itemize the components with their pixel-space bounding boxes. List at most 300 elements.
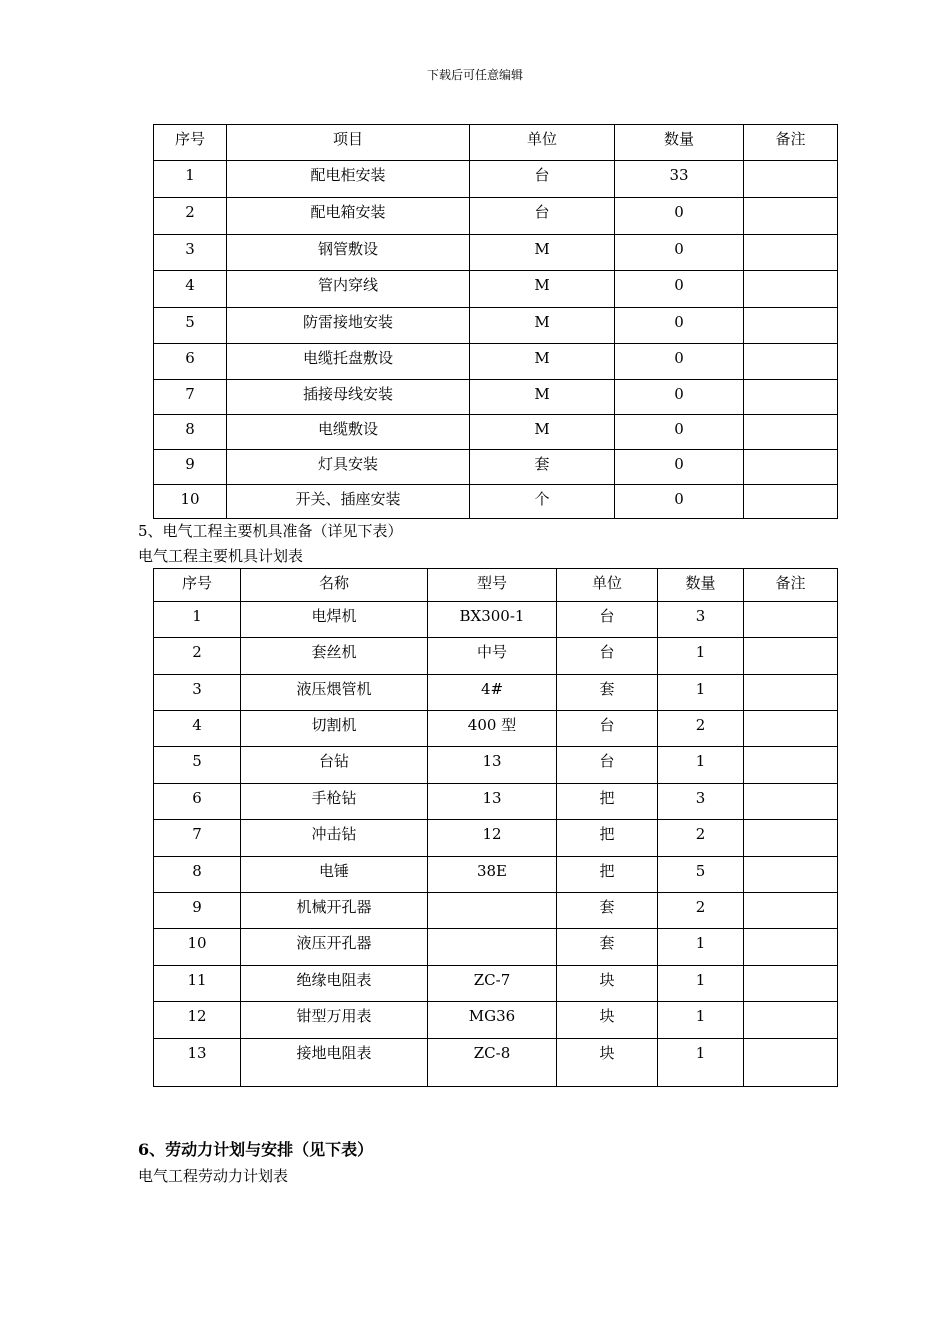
table-cell	[470, 415, 615, 450]
cell-value	[744, 784, 837, 789]
cell-value: 个	[534, 490, 550, 508]
table-row	[154, 929, 838, 966]
table-cell	[428, 602, 557, 638]
table-cell	[428, 1002, 557, 1039]
table-cell	[658, 675, 744, 711]
table-cell	[470, 235, 615, 271]
table-cell	[557, 966, 658, 1002]
cell-value: 0	[674, 313, 684, 331]
cell-value	[744, 235, 837, 240]
table-cell	[615, 271, 744, 308]
table-cell	[154, 820, 241, 857]
table-cell	[557, 929, 658, 966]
cell-value: M	[534, 349, 550, 367]
cell-value: 开关、插座安装	[295, 490, 401, 508]
cell-value: 1	[695, 1007, 706, 1025]
table-cell	[615, 161, 744, 198]
table-cell	[470, 485, 615, 519]
table-cell	[241, 820, 428, 857]
cell-value: 钳型万用表	[296, 1007, 372, 1025]
table-cell	[615, 380, 744, 415]
table-cell	[557, 602, 658, 638]
cell-value: 钢管敷设	[317, 240, 378, 258]
cell-value: 33	[669, 166, 689, 184]
table-cell	[744, 638, 838, 675]
cell-value	[744, 380, 837, 385]
table-cell	[154, 602, 241, 638]
table-row	[154, 893, 838, 929]
table-cell	[241, 602, 428, 638]
cell-value: 5	[695, 862, 706, 880]
cell-value: 把	[599, 789, 615, 807]
table-cell	[744, 271, 838, 308]
table-cell	[470, 161, 615, 198]
cell-value: 5	[192, 752, 202, 770]
column-header	[744, 569, 838, 602]
table-cell	[557, 1002, 658, 1039]
cell-value: 液压开孔器	[296, 934, 372, 952]
cell-value: 台	[599, 643, 615, 661]
cell-value: 套	[599, 934, 615, 952]
cell-value: 灯具安装	[317, 455, 378, 473]
cell-value: 9	[185, 455, 195, 473]
cell-value	[428, 893, 556, 898]
cell-value	[744, 675, 837, 680]
cell-value: 插接母线安装	[302, 385, 393, 403]
equipment-table-title: 电气工程主要机具计划表	[138, 547, 304, 565]
cell-value: 2	[695, 898, 706, 916]
table-cell	[470, 380, 615, 415]
table-cell	[227, 308, 470, 344]
cell-value: 9	[192, 898, 202, 916]
cell-value: 12	[187, 1007, 207, 1025]
table-cell	[154, 893, 241, 929]
column-header-label: 单位	[526, 130, 557, 148]
cell-value: 块	[599, 1044, 615, 1062]
cell-value	[744, 344, 837, 349]
table-cell	[154, 198, 227, 235]
cell-value: 台	[534, 166, 550, 184]
cell-value: 0	[674, 240, 684, 258]
table-cell	[428, 1039, 557, 1087]
cell-value: 12	[482, 825, 502, 843]
cell-value	[744, 602, 837, 607]
cell-value: 13	[482, 752, 502, 770]
cell-value	[744, 747, 837, 752]
table-cell	[615, 308, 744, 344]
construction-items-table	[153, 124, 838, 519]
column-header-label: 型号	[476, 574, 507, 592]
table-cell	[154, 1039, 241, 1087]
column-header	[154, 125, 227, 161]
table-cell	[744, 161, 838, 198]
table-row	[154, 602, 838, 638]
cell-value: 1	[695, 752, 706, 770]
cell-value: 电焊机	[311, 607, 357, 625]
cell-value	[744, 638, 837, 643]
table-row	[154, 308, 838, 344]
table-cell	[428, 711, 557, 747]
table-cell	[227, 380, 470, 415]
cell-value: 7	[185, 385, 195, 403]
cell-value	[744, 271, 837, 276]
cell-value: 3	[185, 240, 195, 258]
table-cell	[744, 235, 838, 271]
table-row	[154, 1002, 838, 1039]
labor-table-title: 电气工程劳动力计划表	[138, 1167, 289, 1185]
table-cell	[154, 711, 241, 747]
table-cell	[154, 747, 241, 784]
table-row	[154, 198, 838, 235]
cell-value	[744, 485, 837, 490]
table-row	[154, 415, 838, 450]
table-header-row	[154, 569, 838, 602]
table-cell	[154, 161, 227, 198]
table-cell	[241, 929, 428, 966]
cell-value: 1	[185, 166, 195, 184]
cell-value	[744, 1002, 837, 1007]
table-cell	[744, 784, 838, 820]
cell-value: 切割机	[311, 716, 357, 734]
table-row	[154, 857, 838, 893]
table-cell	[241, 638, 428, 675]
table-cell	[241, 966, 428, 1002]
table-cell	[744, 929, 838, 966]
table-row	[154, 638, 838, 675]
table-cell	[744, 485, 838, 519]
table-cell	[428, 747, 557, 784]
table-cell	[557, 857, 658, 893]
table-cell	[154, 857, 241, 893]
table-cell	[658, 929, 744, 966]
column-header	[470, 125, 615, 161]
table-cell	[154, 638, 241, 675]
table-row	[154, 1039, 838, 1087]
cell-value: 液压煨管机	[296, 680, 372, 698]
table-cell	[658, 820, 744, 857]
table-cell	[428, 893, 557, 929]
table-cell	[470, 344, 615, 380]
table-cell	[154, 485, 227, 519]
column-header	[428, 569, 557, 602]
cell-value: 套	[599, 680, 615, 698]
table-cell	[428, 820, 557, 857]
column-header	[227, 125, 470, 161]
table-cell	[744, 820, 838, 857]
table-cell	[615, 344, 744, 380]
table-cell	[154, 380, 227, 415]
table-row	[154, 235, 838, 271]
equipment-plan-table	[153, 568, 838, 1087]
cell-value	[744, 820, 837, 825]
table-cell	[615, 485, 744, 519]
cell-value: 400 型	[467, 716, 517, 734]
table-cell	[227, 485, 470, 519]
table-cell	[428, 675, 557, 711]
table-row	[154, 380, 838, 415]
column-header	[658, 569, 744, 602]
table-cell	[744, 602, 838, 638]
cell-value: 1	[695, 680, 706, 698]
table-cell	[241, 857, 428, 893]
table-cell	[615, 235, 744, 271]
table-cell	[658, 1002, 744, 1039]
cell-value: 5	[185, 313, 195, 331]
column-header	[615, 125, 744, 161]
cell-value: M	[534, 313, 550, 331]
table-cell	[658, 784, 744, 820]
cell-value: 3	[192, 680, 202, 698]
column-header	[557, 569, 658, 602]
table-cell	[744, 675, 838, 711]
cell-value: 10	[180, 490, 200, 508]
column-header-label: 数量	[685, 574, 716, 592]
table-cell	[241, 1039, 428, 1087]
cell-value: 把	[599, 825, 615, 843]
table-row	[154, 747, 838, 784]
table-row	[154, 966, 838, 1002]
page-header: 下载后可任意编辑	[426, 68, 523, 82]
table-header-row	[154, 125, 838, 161]
cell-value	[744, 857, 837, 862]
column-header-label: 名称	[318, 574, 349, 592]
cell-value: 2	[185, 203, 195, 221]
cell-value: 1	[695, 1044, 706, 1062]
table-cell	[744, 1002, 838, 1039]
cell-value: 套	[599, 898, 615, 916]
cell-value: 配电柜安装	[310, 166, 386, 184]
cell-value: 7	[192, 825, 202, 843]
table-cell	[241, 711, 428, 747]
cell-value: M	[534, 385, 550, 403]
cell-value: 8	[185, 420, 195, 438]
table-cell	[154, 235, 227, 271]
table-cell	[470, 308, 615, 344]
column-header-label: 项目	[332, 130, 363, 148]
cell-value: 0	[674, 385, 684, 403]
cell-value: 6	[185, 349, 195, 367]
cell-value: M	[534, 240, 550, 258]
cell-value: 管内穿线	[317, 276, 378, 294]
table-cell	[428, 929, 557, 966]
column-header-label: 备注	[775, 574, 806, 592]
cell-value	[744, 308, 837, 313]
table-cell	[154, 675, 241, 711]
table-cell	[428, 857, 557, 893]
cell-value: 台	[599, 607, 615, 625]
cell-value: 0	[674, 490, 684, 508]
cell-value: 4#	[480, 680, 504, 698]
cell-value	[744, 966, 837, 971]
cell-value: 1	[192, 607, 202, 625]
cell-value: 防雷接地安装	[302, 313, 393, 331]
cell-value	[428, 929, 556, 934]
table-cell	[557, 1039, 658, 1087]
column-header-label: 数量	[663, 130, 694, 148]
cell-value: 38E	[476, 862, 508, 880]
table-cell	[470, 271, 615, 308]
column-header-label: 单位	[591, 574, 622, 592]
table-cell	[744, 747, 838, 784]
cell-value: ZC-8	[473, 1044, 511, 1062]
table-cell	[227, 198, 470, 235]
cell-value: 3	[695, 607, 706, 625]
table-cell	[227, 161, 470, 198]
table-cell	[227, 415, 470, 450]
table-row	[154, 344, 838, 380]
table-row	[154, 675, 838, 711]
table-cell	[470, 450, 615, 485]
table-cell	[557, 711, 658, 747]
table-cell	[428, 966, 557, 1002]
table-cell	[744, 415, 838, 450]
table-cell	[557, 638, 658, 675]
table-cell	[744, 198, 838, 235]
cell-value: 1	[695, 971, 706, 989]
table-cell	[241, 675, 428, 711]
cell-value: 配电箱安装	[310, 203, 386, 221]
column-header	[241, 569, 428, 602]
table-cell	[557, 784, 658, 820]
table-cell	[428, 784, 557, 820]
table-cell	[744, 966, 838, 1002]
cell-value: MG36	[468, 1007, 516, 1025]
cell-value: 2	[695, 716, 706, 734]
table-cell	[658, 711, 744, 747]
cell-value: 电缆托盘敷设	[302, 349, 393, 367]
table-cell	[744, 711, 838, 747]
table-cell	[557, 893, 658, 929]
cell-value: 套丝机	[311, 643, 357, 661]
cell-value: 台	[599, 716, 615, 734]
cell-value: 绝缘电阻表	[296, 971, 372, 989]
cell-value: 0	[674, 420, 684, 438]
cell-value: 套	[534, 455, 550, 473]
cell-value	[744, 1039, 837, 1044]
column-header	[744, 125, 838, 161]
section-5-heading: 5、电气工程主要机具准备（详见下表）	[138, 522, 403, 540]
cell-value	[744, 450, 837, 455]
cell-value	[744, 711, 837, 716]
section-6-heading: 6、劳动力计划与安排（见下表）	[138, 1140, 374, 1159]
cell-value: 8	[192, 862, 202, 880]
column-header	[154, 569, 241, 602]
cell-value: 13	[187, 1044, 207, 1062]
table-cell	[744, 344, 838, 380]
table-cell	[154, 929, 241, 966]
table-cell	[154, 415, 227, 450]
table-cell	[744, 893, 838, 929]
table-cell	[227, 344, 470, 380]
table-row	[154, 450, 838, 485]
table-cell	[658, 602, 744, 638]
table-cell	[658, 893, 744, 929]
table-cell	[241, 1002, 428, 1039]
table-cell	[557, 820, 658, 857]
table-cell	[658, 1039, 744, 1087]
cell-value: 接地电阻表	[296, 1044, 372, 1062]
table-cell	[227, 235, 470, 271]
table-cell	[615, 450, 744, 485]
table-cell	[154, 344, 227, 380]
cell-value	[744, 198, 837, 203]
column-header-label: 备注	[775, 130, 806, 148]
cell-value: 0	[674, 203, 684, 221]
table-cell	[428, 638, 557, 675]
cell-value: 块	[599, 971, 615, 989]
cell-value: 把	[599, 862, 615, 880]
cell-value	[744, 415, 837, 420]
cell-value: M	[534, 276, 550, 294]
table-row	[154, 784, 838, 820]
cell-value: M	[534, 420, 550, 438]
cell-value: 3	[695, 789, 706, 807]
table-cell	[658, 747, 744, 784]
table-cell	[658, 857, 744, 893]
table-cell	[241, 784, 428, 820]
cell-value	[744, 161, 837, 166]
cell-value: 6	[192, 789, 202, 807]
cell-value: 0	[674, 276, 684, 294]
cell-value: 2	[192, 643, 202, 661]
table-cell	[557, 675, 658, 711]
table-cell	[227, 450, 470, 485]
table-cell	[658, 638, 744, 675]
cell-value: 11	[187, 971, 207, 989]
cell-value: 台	[534, 203, 550, 221]
cell-value: 机械开孔器	[296, 898, 372, 916]
column-header-label: 序号	[181, 574, 212, 592]
cell-value	[744, 929, 837, 934]
cell-value: 0	[674, 455, 684, 473]
table-cell	[470, 198, 615, 235]
cell-value: 块	[599, 1007, 615, 1025]
cell-value: 1	[695, 643, 706, 661]
column-header-label: 序号	[174, 130, 205, 148]
table-row	[154, 820, 838, 857]
table-cell	[154, 966, 241, 1002]
table-cell	[241, 893, 428, 929]
table-row	[154, 271, 838, 308]
table-cell	[154, 784, 241, 820]
table-cell	[615, 198, 744, 235]
cell-value: 10	[187, 934, 207, 952]
cell-value: 电锤	[318, 862, 349, 880]
cell-value: BX300-1	[459, 607, 525, 625]
table-cell	[744, 857, 838, 893]
cell-value: 0	[674, 349, 684, 367]
cell-value: 台	[599, 752, 615, 770]
table-cell	[744, 380, 838, 415]
table-row	[154, 485, 838, 519]
cell-value: ZC-7	[473, 971, 511, 989]
table-cell	[154, 1002, 241, 1039]
table-cell	[744, 308, 838, 344]
cell-value: 电缆敷设	[317, 420, 378, 438]
table-row	[154, 711, 838, 747]
cell-value: 1	[695, 934, 706, 952]
table-cell	[241, 747, 428, 784]
table-cell	[658, 966, 744, 1002]
table-cell	[227, 271, 470, 308]
table-cell	[615, 415, 744, 450]
cell-value: 2	[695, 825, 706, 843]
cell-value: 4	[185, 276, 195, 294]
table-cell	[154, 308, 227, 344]
table-cell	[744, 450, 838, 485]
cell-value: 中号	[476, 643, 507, 661]
cell-value	[744, 893, 837, 898]
